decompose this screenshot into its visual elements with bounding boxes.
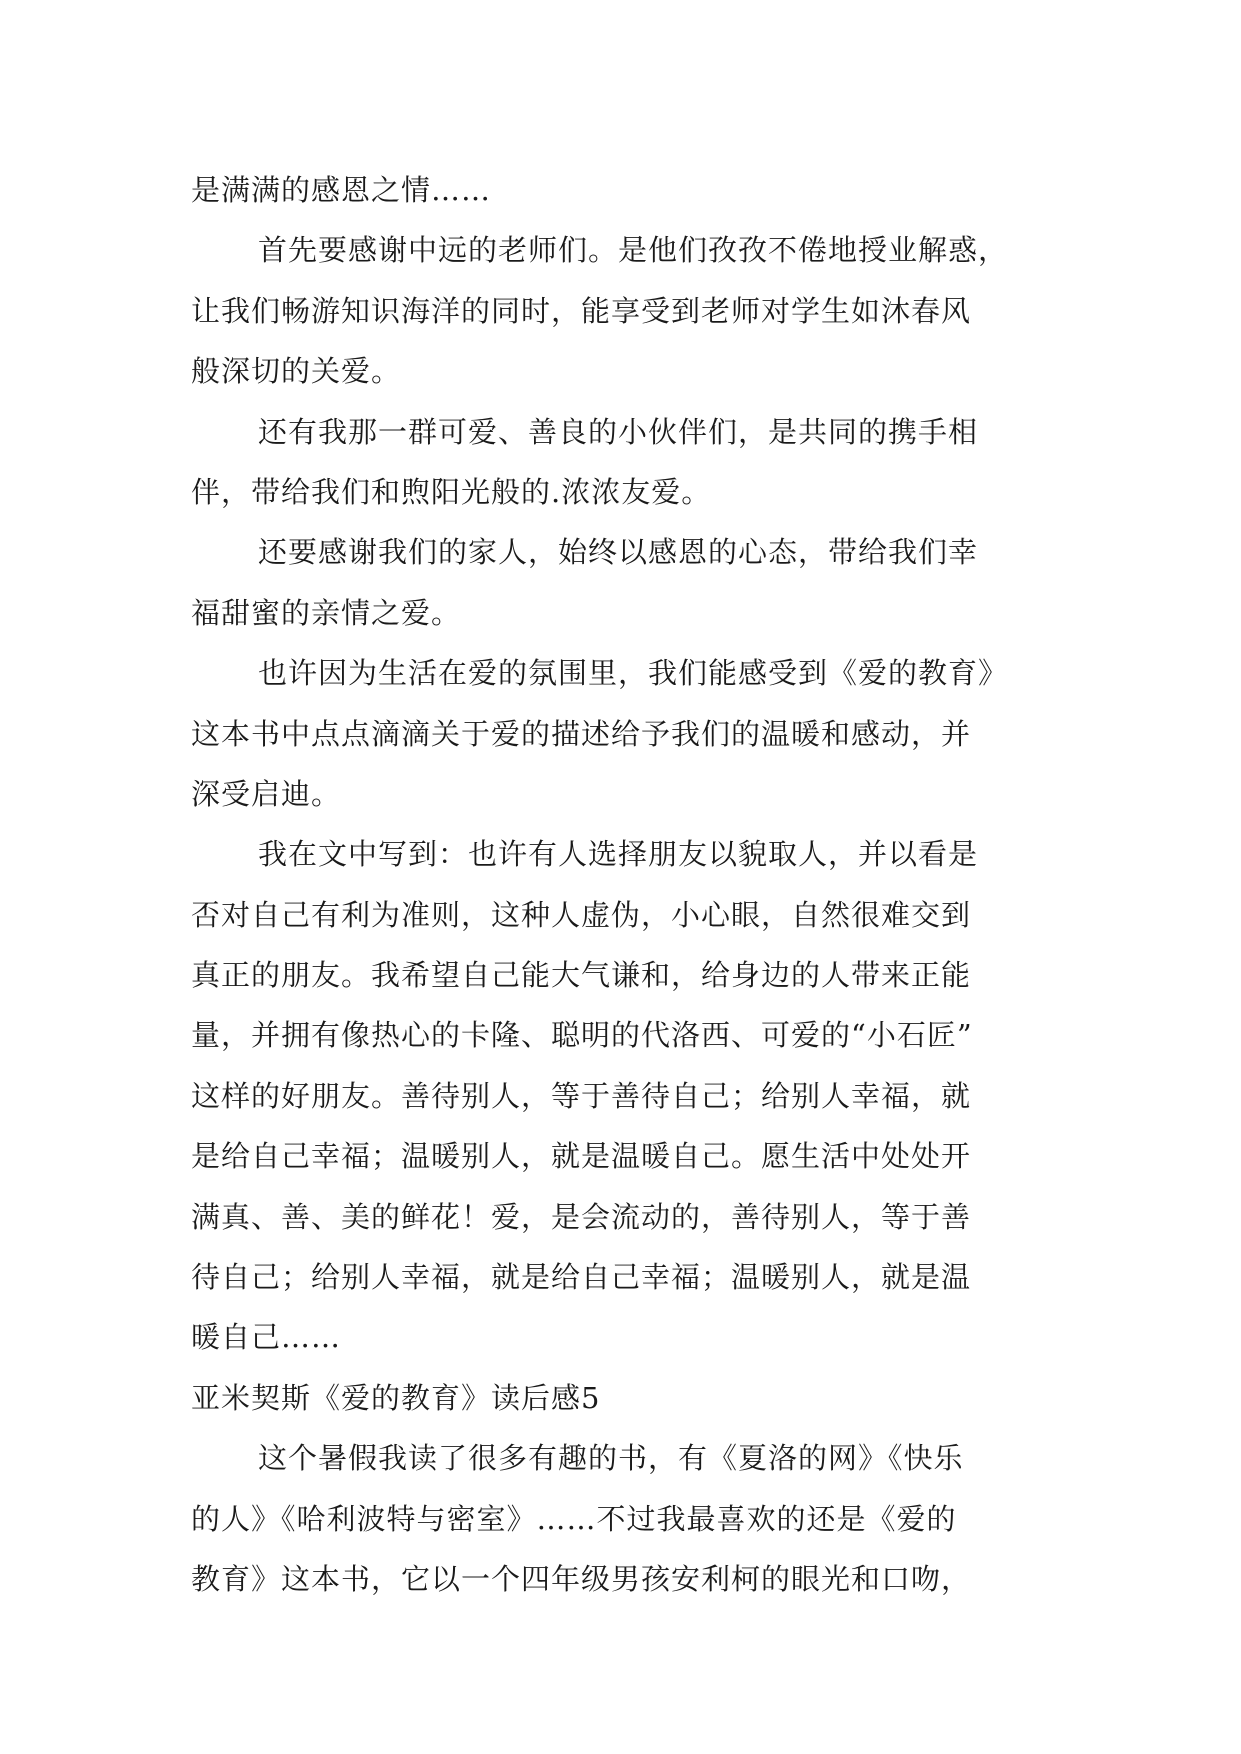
text-line: 的人》《哈利波特与密室》……不过我最喜欢的还是《爱的	[191, 1501, 957, 1536]
text-line: 暖自己……	[191, 1320, 342, 1355]
text-line: 满真、善、美的鲜花！爱，是会流动的，善待别人，等于善	[191, 1199, 972, 1234]
text-line: 这样的好朋友。善待别人，等于善待自己；给别人幸福，就	[191, 1078, 972, 1113]
paragraph-start-line: 也许因为生活在爱的氛围里，我们能感受到《爱的教育》	[258, 656, 1009, 691]
text-line: 般深切的关爱。	[191, 354, 402, 389]
section-heading: 亚米契斯《爱的教育》读后感5	[191, 1380, 601, 1415]
paragraph-start-line: 首先要感谢中远的老师们。是他们孜孜不倦地授业解惑，	[258, 233, 1009, 268]
text-line: 否对自己有利为准则，这种人虚伪，小心眼，自然很难交到	[191, 897, 972, 932]
text-line: 教育》这本书，它以一个四年级男孩安利柯的眼光和口吻，	[191, 1561, 972, 1596]
text-line: 待自己；给别人幸福，就是给自己幸福；温暖别人，就是温	[191, 1260, 972, 1295]
text-line: 伴，带给我们和煦阳光般的.浓浓友爱。	[191, 474, 712, 509]
text-line: 量，并拥有像热心的卡隆、聪明的代洛西、可爱的“小石匠”	[191, 1018, 973, 1053]
document-body	[191, 160, 1091, 1609]
text-line: 深受启迪。	[191, 776, 342, 811]
text-line: 这本书中点点滴滴关于爱的描述给予我们的温暖和感动，并	[191, 716, 972, 751]
paragraph-start-line: 我在文中写到：也许有人选择朋友以貌取人，并以看是	[258, 837, 979, 872]
text-line: 让我们畅游知识海洋的同时，能享受到老师对学生如沐春风	[191, 293, 972, 328]
text-line: 福甜蜜的亲情之爱。	[191, 595, 462, 630]
paragraph-start-line: 还有我那一群可爱、善良的小伙伴们，是共同的携手相	[258, 414, 979, 449]
text-line: 是满满的感恩之情……	[191, 173, 492, 207]
paragraph-start-line: 这个暑假我读了很多有趣的书，有《夏洛的网》《快乐	[258, 1441, 964, 1476]
text-line: 真正的朋友。我希望自己能大气谦和，给身边的人带来正能	[191, 958, 972, 993]
paragraph-start-line: 还要感谢我们的家人，始终以感恩的心态，带给我们幸	[258, 535, 979, 570]
text-line: 是给自己幸福；温暖别人，就是温暖自己。愿生活中处处开	[191, 1139, 972, 1174]
